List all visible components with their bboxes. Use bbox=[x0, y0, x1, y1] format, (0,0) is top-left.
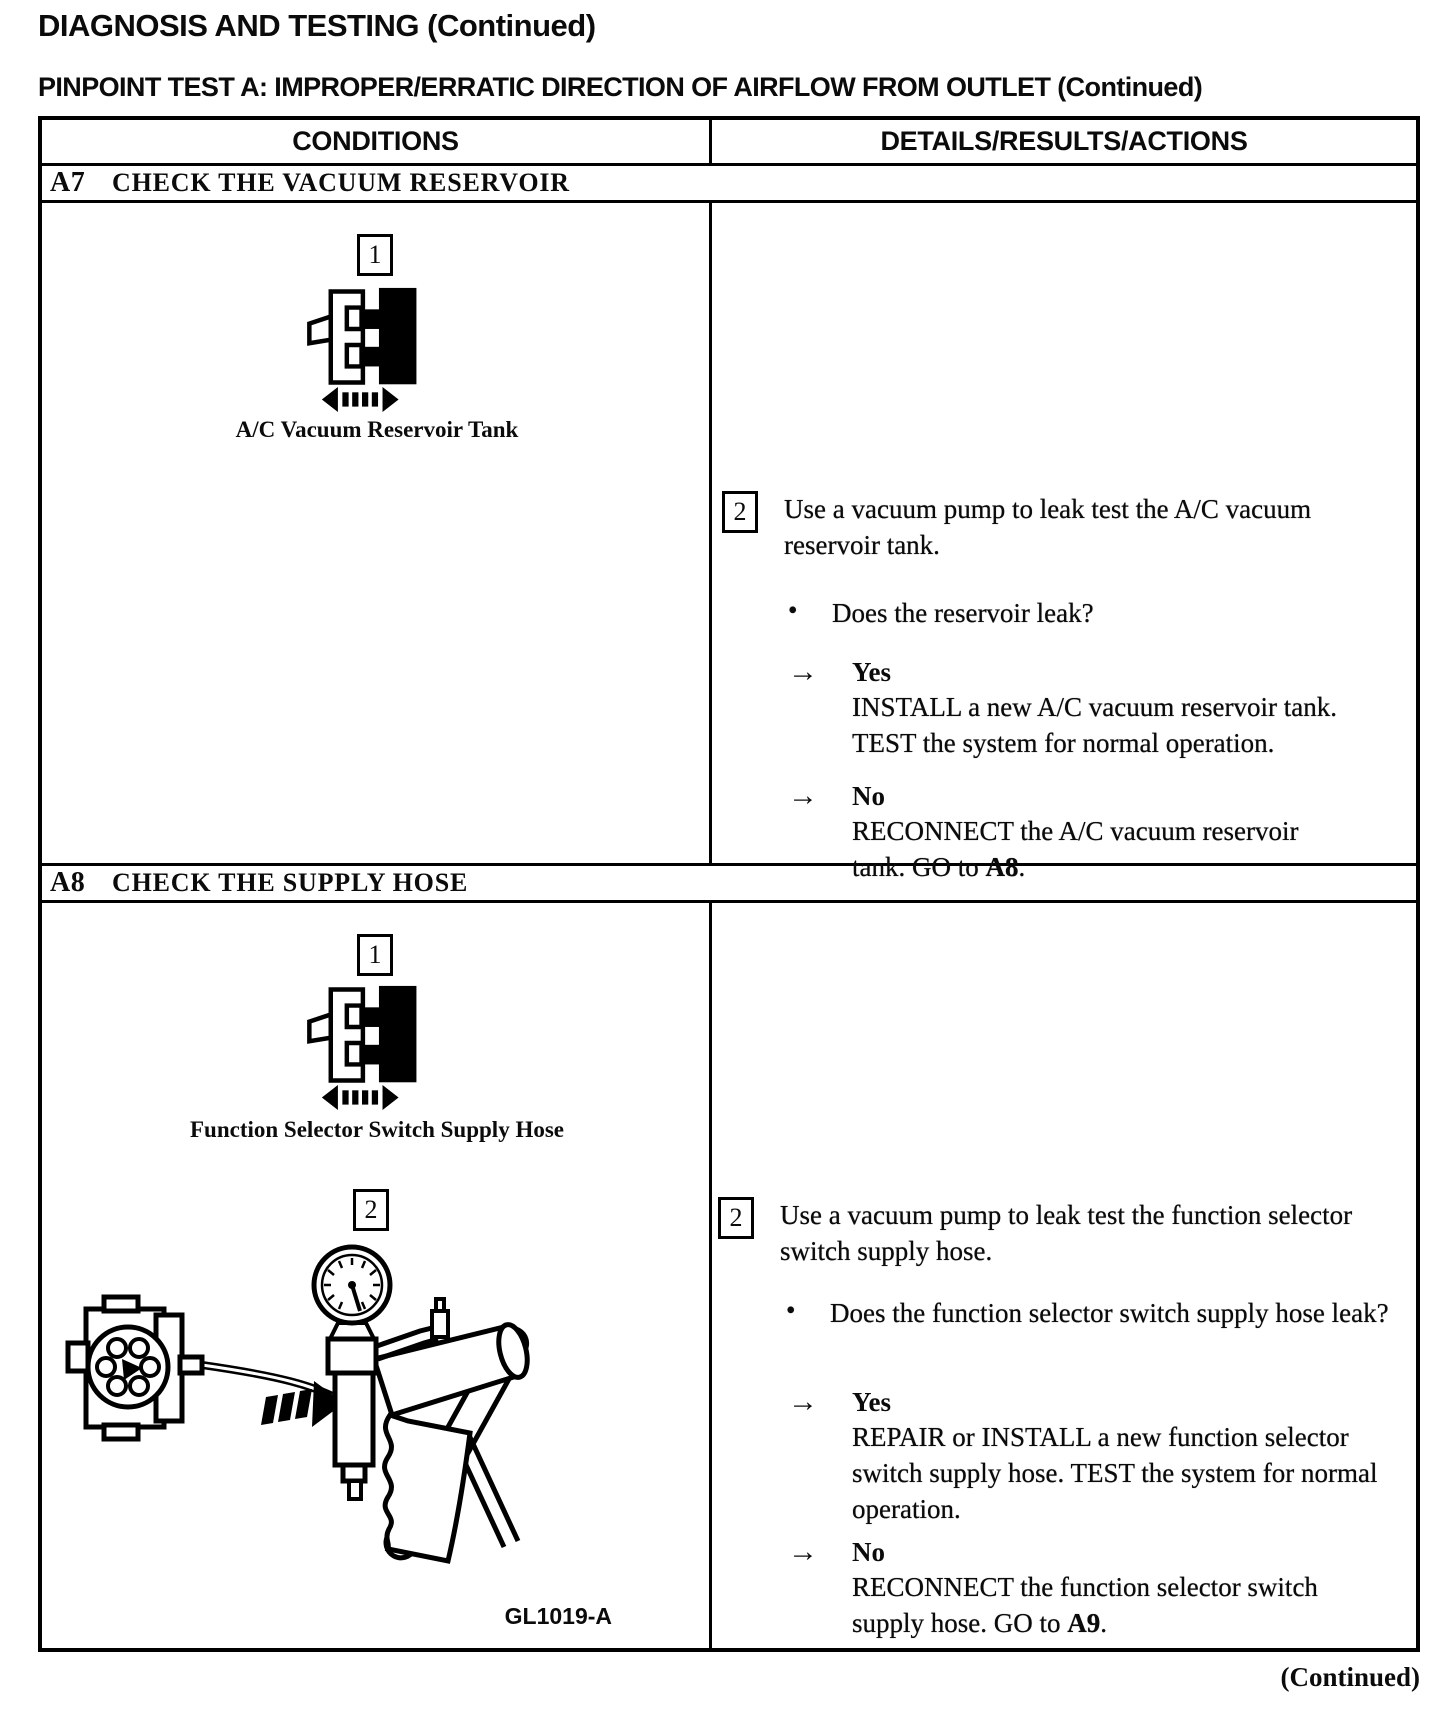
figure-caption: A/C Vacuum Reservoir Tank bbox=[235, 417, 519, 442]
column-header-details: DETAILS/RESULTS/ACTIONS bbox=[880, 126, 1248, 156]
branch-body bbox=[852, 655, 1357, 762]
branch-action: REPAIR or INSTALL a new function selector switch supply hose. TEST the system for normal operation. bbox=[852, 1422, 1378, 1524]
question-text: Does the reservoir leak? bbox=[832, 598, 1094, 628]
vacuum-pump-illustration bbox=[52, 1227, 652, 1594]
right-arrow-icon: → bbox=[788, 1535, 818, 1568]
branch-action bbox=[852, 1570, 1352, 1642]
section-title: CHECK THE VACUUM RESERVOIR bbox=[112, 168, 570, 197]
branch-body bbox=[852, 1535, 1352, 1642]
action-text: . bbox=[1100, 1608, 1107, 1638]
column-header-conditions: CONDITIONS bbox=[42, 120, 712, 163]
section-id: A8 bbox=[50, 867, 86, 898]
action-target: A8 bbox=[985, 852, 1019, 882]
section-id: A7 bbox=[50, 167, 86, 198]
branch-label: Yes bbox=[852, 657, 891, 687]
step-number-box bbox=[357, 934, 393, 976]
section-body-a7 bbox=[42, 203, 1416, 882]
action-text: RECONNECT the A/C vacuum reservoir tank. GO to bbox=[852, 816, 1299, 882]
table-header-row bbox=[42, 120, 1416, 166]
step-number-box bbox=[357, 234, 393, 276]
supply-hose-connector bbox=[68, 1297, 202, 1439]
yes-branch bbox=[788, 655, 1357, 762]
yes-branch bbox=[788, 1385, 1392, 1528]
conditions-cell-a7 bbox=[42, 203, 712, 863]
branch-label: No bbox=[852, 1537, 885, 1567]
step-number: 1 bbox=[368, 240, 382, 269]
question-row bbox=[786, 1295, 1390, 1331]
bullet-icon: • bbox=[788, 595, 798, 625]
section-title: CHECK THE SUPPLY HOSE bbox=[112, 868, 469, 897]
step-number-box bbox=[722, 491, 758, 533]
instruction-text: Use a vacuum pump to leak test the function selector switch supply hose. bbox=[780, 1200, 1353, 1267]
branch-action bbox=[852, 814, 1322, 886]
branch-label: No bbox=[852, 781, 885, 811]
step-number: 2 bbox=[364, 1195, 378, 1224]
figure-caption: Function Selector Switch Supply Hose bbox=[190, 1117, 564, 1142]
branch-body bbox=[852, 779, 1322, 886]
section-header-a7 bbox=[42, 166, 1416, 203]
right-arrow-icon: → bbox=[788, 1385, 818, 1418]
page-subtitle: PINPOINT TEST A: IMPROPER/ERRATIC DIRECTION OF AIRFLOW FROM OUTLET (Continued) bbox=[38, 72, 1203, 102]
step-number: 2 bbox=[729, 1203, 743, 1232]
right-arrow-icon: → bbox=[788, 655, 818, 688]
step-number: 1 bbox=[368, 940, 382, 969]
continued-note: (Continued) bbox=[1280, 1662, 1420, 1692]
hand-vacuum-pump bbox=[374, 1322, 532, 1564]
branch-action: INSTALL a new A/C vacuum reservoir tank. TEST the system for normal operation. bbox=[852, 692, 1337, 758]
page-title: DIAGNOSIS AND TESTING (Continued) bbox=[38, 8, 596, 43]
pinpoint-test-table bbox=[38, 116, 1420, 1652]
action-text: RECONNECT the function selector switch supply hose. GO to bbox=[852, 1572, 1318, 1638]
action-text: . bbox=[1018, 852, 1026, 882]
right-arrow-icon: → bbox=[788, 779, 818, 812]
disconnect-arrows-icon bbox=[322, 387, 399, 412]
question-text: Does the function selector switch supply hose leak? bbox=[830, 1298, 1389, 1328]
branch-label: Yes bbox=[852, 1387, 891, 1417]
details-cell-a8 bbox=[712, 903, 1416, 1648]
conditions-cell-a8 bbox=[42, 903, 712, 1648]
step-number: 2 bbox=[733, 497, 747, 526]
instruction-text: Use a vacuum pump to leak test the A/C vacuum reservoir tank. bbox=[784, 494, 1312, 561]
step-instruction bbox=[722, 491, 1400, 564]
question-row bbox=[788, 595, 1392, 631]
figure-code: GL1019-A bbox=[504, 1603, 612, 1629]
branch-body bbox=[852, 1385, 1392, 1528]
no-branch bbox=[788, 779, 1322, 886]
disconnect-arrows-icon bbox=[322, 1085, 399, 1110]
step-number-box bbox=[353, 1189, 389, 1231]
vacuum-gauge bbox=[314, 1247, 390, 1339]
details-cell-a7 bbox=[712, 203, 1416, 882]
vacuum-connector-icon bbox=[304, 977, 420, 1111]
vacuum-connector-icon bbox=[304, 279, 420, 413]
action-target: A9 bbox=[1067, 1608, 1101, 1638]
step-number-box bbox=[718, 1197, 754, 1239]
step-instruction bbox=[718, 1197, 1410, 1270]
no-branch bbox=[788, 1535, 1352, 1642]
bullet-icon: • bbox=[786, 1295, 796, 1325]
section-body-a8 bbox=[42, 903, 1416, 1648]
